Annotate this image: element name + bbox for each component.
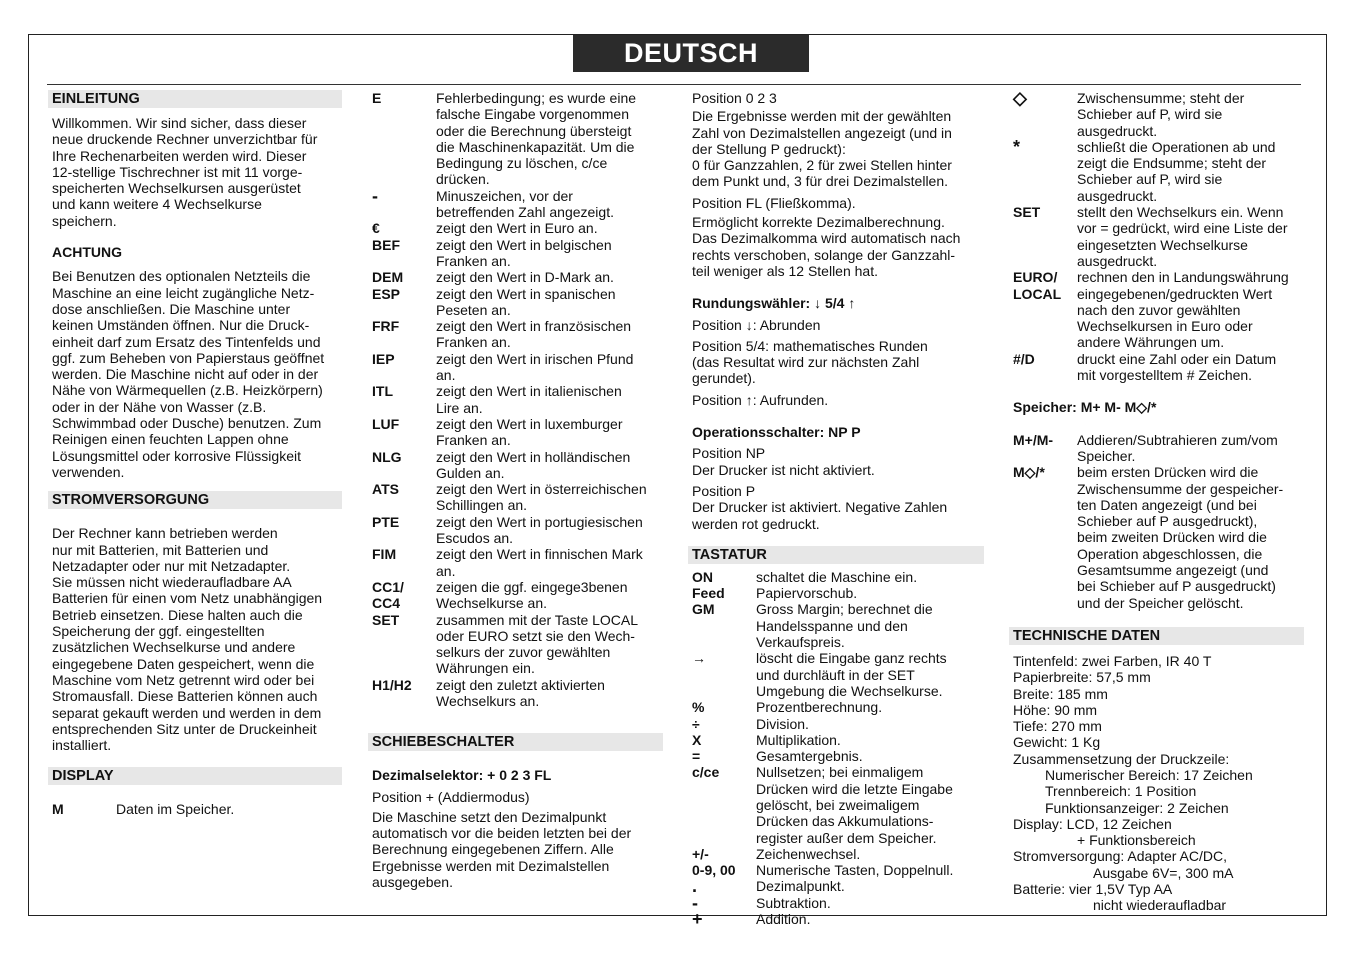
indicator-entry	[372, 612, 663, 677]
key-key: -	[692, 892, 698, 913]
function-entry	[1013, 90, 1304, 139]
position-023: Position 0 2 3	[692, 90, 777, 106]
section-heading-tastatur: TASTATUR	[688, 546, 984, 564]
tech-spec-line: + Funktionsbereich	[1077, 832, 1196, 849]
key-key: GM	[692, 601, 715, 618]
tech-spec-line: Funktionsanzeiger: 2 Zeichen	[1045, 799, 1229, 816]
dezimalselektor-line: ausgegeben.	[372, 874, 453, 891]
indicator-entry	[372, 677, 663, 710]
indicator-key: ITL	[372, 383, 393, 400]
key-key: X	[692, 731, 702, 748]
key-key: →	[692, 650, 706, 667]
indicator-entry	[372, 220, 663, 236]
achtung-line: Lösungsmittel oder korrosive Flüssigkeit	[52, 447, 301, 464]
indicator-description: zeigt den Wert in holländischen Gulden an.	[436, 448, 631, 481]
key-entry	[692, 601, 984, 650]
key-entry	[692, 876, 984, 897]
achtung-line: keinen Umständen öffnen. Nur die Druck-	[52, 317, 310, 334]
tech-spec-line: Höhe: 90 mm	[1013, 701, 1098, 718]
indicator-key: NLG	[372, 448, 402, 465]
key-entry	[692, 892, 984, 913]
rund-54-line: (das Resultat wird zur nächsten Zahl	[692, 354, 920, 371]
achtung-line: oder in der Nähe von Wasser (z.B.	[52, 398, 267, 415]
einleitung-line: Ihre Rechenarbeiten werden wird. Dieser	[52, 147, 307, 164]
column-3	[688, 90, 984, 930]
position-023-line: Die Ergebnisse werden mit der gewählten	[692, 108, 952, 125]
indicator-key: ATS	[372, 481, 399, 498]
speicher-entry	[1013, 432, 1304, 465]
key-description: Division.	[756, 715, 809, 732]
indicator-key: E	[372, 90, 382, 106]
key-description: Gross Margin; berechnet die Handelsspanne und den Verkaufspreis.	[756, 601, 933, 651]
achtung-text	[48, 268, 342, 480]
np-text: Der Drucker ist nicht aktiviert.	[692, 461, 875, 478]
function-entry	[1013, 204, 1304, 269]
key-key: Feed	[692, 585, 725, 602]
position-fl-line: rechts verschoben, solange der Ganzzahl-	[692, 246, 956, 263]
indicator-description: zusammen mit der Taste LOCAL oder EURO setzt sie den Wech- selkurs der zuvor gewählten Währungen ein.	[436, 611, 639, 677]
function-description: druckt eine Zahl oder ein Datum mit vorgestelltem # Zeichen.	[1077, 350, 1277, 384]
page-title: DEUTSCH	[573, 35, 809, 72]
indicator-key: BEF	[372, 236, 400, 253]
dezimalselektor-label: Dezimalselektor: + 0 2 3 FL	[372, 767, 552, 784]
key-description: Numerische Tasten, Doppelnull.	[756, 862, 954, 879]
tech-spec-line: Trennbereich: 1 Position	[1045, 783, 1197, 800]
achtung-line: Bei Benutzen des optionalen Netzteils die	[52, 268, 311, 285]
indicator-description: zeigt den Wert in luxemburger Franken an.	[436, 415, 623, 449]
einleitung-text	[48, 115, 342, 229]
indicator-entry	[372, 185, 663, 221]
achtung-line: einheit darf zum Ersatz des Tintenfelds und	[52, 333, 321, 350]
achtung-line: Reinigen einen feuchten Lappen ohne	[52, 431, 289, 448]
speicher-key: M+/M-	[1013, 431, 1054, 448]
key-description: Zeichenwechsel.	[756, 845, 861, 862]
tech-spec-line: nicht wiederaufladbar	[1093, 897, 1227, 914]
indicator-description: zeigt den Wert in D-Mark an.	[436, 269, 614, 286]
indicator-key: -	[372, 185, 378, 206]
key-description: Prozentberechnung.	[756, 699, 883, 716]
dezimalselektor-line: Ergebnisse werden mit Dezimalstellen	[372, 857, 610, 874]
rund-down: Position ↓: Abrunden	[692, 316, 821, 333]
rund-up: Position ↑: Aufrunden.	[692, 391, 829, 408]
rund-54-line: Position 5/4: mathematisches Runden	[692, 337, 928, 354]
indicator-entry	[372, 546, 663, 579]
key-entry	[692, 846, 984, 862]
indicator-entry	[372, 383, 663, 416]
indicator-key: FRF	[372, 318, 400, 335]
einleitung-line: Willkommen. Wir sind sicher, dass dieser	[52, 115, 307, 131]
indicator-entry	[372, 481, 663, 514]
indicator-description: zeigt den zuletzt aktivierten Wechselkurs an.	[436, 676, 605, 709]
stromversorgung-line: Betrieb einsetzen. Diese halten auch die	[52, 606, 303, 623]
tech-spec-line: Gewicht: 1 Kg	[1013, 734, 1101, 751]
key-description: löscht die Eingabe ganz rechts und durchläuft in der SET Umgebung die Wechselkurse.	[756, 650, 947, 699]
key-description: Nullsetzen; bei einmaligem Drücken wird die letzte Eingabe gelöscht, bei zweimaligem Drücken das Akkumulations- register außer dem Speicher.	[756, 764, 953, 846]
function-entry	[1013, 351, 1304, 384]
speicher-list	[1009, 432, 1304, 611]
tastatur-list	[688, 569, 984, 928]
key-key: +/-	[692, 845, 709, 862]
indicator-key: PTE	[372, 513, 400, 530]
stromversorgung-line: nur mit Batterien, mit Batterien und	[52, 541, 269, 558]
tech-spec-line: Zusammensetzung der Druckzeile:	[1013, 750, 1230, 767]
column-1	[48, 90, 342, 818]
function-key: *	[1013, 136, 1021, 157]
position-fl-line: teil weniger als 12 Stellen hat.	[692, 262, 878, 279]
function-entry	[1013, 136, 1304, 204]
indicator-key: SET	[372, 611, 400, 628]
position-plus: Position + (Addiermodus)	[372, 788, 530, 805]
position-fl-text	[688, 214, 984, 279]
function-description: Zwischensumme; steht der Schieber auf P, wird sie ausgedruckt.	[1077, 90, 1245, 139]
display-value: Daten im Speicher.	[116, 801, 235, 818]
tech-spec-line: Numerischer Bereich: 17 Zeichen	[1045, 766, 1253, 783]
key-entry	[692, 585, 984, 601]
indicator-key: CC1/ CC4	[372, 578, 404, 612]
display-key: M	[52, 801, 64, 818]
speicher-description: beim ersten Drücken wird die Zwischensumme der gespeicher- ten Daten angezeigt (und bei Schieber auf P ausgedruckt), beim zweiten Drücken wird die Operation abgeschlossen, die Gesamtsumme angezeigt (und bei Schieber auf P ausgedruckt) und der Speicher gelöscht.	[1077, 464, 1284, 611]
achtung-line: Maschine an eine leicht zugängliche Netz-	[52, 284, 315, 301]
key-key: ÷	[692, 715, 700, 732]
key-entry	[692, 699, 984, 715]
indicator-entry	[372, 351, 663, 384]
indicator-key: DEM	[372, 269, 404, 286]
position-023-line: Zahl von Dezimalstellen angezeigt (und in	[692, 124, 952, 141]
indicator-description: zeigt den Wert in Euro an.	[436, 220, 598, 237]
header-rule	[47, 84, 1301, 85]
indicator-description: zeigt den Wert in finnischen Mark an.	[436, 546, 643, 579]
achtung-line: ggf. zum Beheben von Papierstaus geöffnet	[52, 349, 325, 366]
key-key: c/ce	[692, 764, 720, 781]
tech-spec-line: Ausgabe 6V=, 300 mA	[1093, 864, 1234, 881]
indicator-entry	[372, 318, 663, 351]
key-key: .	[692, 876, 698, 897]
stromversorgung-line: installiert.	[52, 737, 112, 754]
dezimalselektor-line: automatisch vor die beiden letzten bei der	[372, 825, 632, 842]
einleitung-line: neue druckende Rechner unverzichtbar für	[52, 131, 318, 148]
indicator-entry	[372, 579, 663, 612]
stromversorgung-line: Batterien für einen vom Netz unabhängigen	[52, 590, 323, 607]
indicator-key: FIM	[372, 546, 397, 563]
key-description: Multiplikation.	[756, 731, 841, 748]
position-fl-line: Das Dezimalkomma wird automatisch nach	[692, 230, 961, 247]
position-023-text	[688, 108, 984, 189]
tech-spec-line: Breite: 185 mm	[1013, 685, 1108, 702]
key-entry	[692, 732, 984, 748]
key-entry	[692, 748, 984, 764]
indicator-entry	[372, 269, 663, 285]
key-entry	[692, 764, 984, 845]
function-entry	[1013, 269, 1304, 350]
position-023-line: der Stellung P gedruckt):	[692, 140, 846, 157]
indicator-description: zeigt den Wert in italienischen Lire an.	[436, 383, 622, 416]
section-heading-technische-daten: TECHNISCHE DATEN	[1009, 627, 1304, 645]
indicator-key: IEP	[372, 350, 395, 367]
function-description: stellt den Wechselkurs ein. Wenn vor = gedrückt, wird eine Liste der eingesetzten Wechselkurse ausgedruckt.	[1077, 204, 1288, 269]
column-4	[1009, 90, 1304, 914]
rund-54-line: gerundet).	[692, 370, 756, 387]
indicator-key: €	[372, 220, 380, 237]
stromversorgung-line: Speicherung der ggf. eingestellten	[52, 623, 265, 640]
key-entry	[692, 569, 984, 585]
function-key: ◇	[1013, 88, 1027, 108]
indicator-key: ESP	[372, 285, 401, 302]
key-entry	[692, 909, 984, 930]
stromversorgung-line: separat gekauft werden und werden in dem	[52, 704, 322, 721]
key-key: 0-9, 00	[692, 862, 736, 879]
indicator-entry	[372, 449, 663, 482]
key-description: Subtraktion.	[756, 894, 831, 911]
column-2	[368, 90, 663, 890]
dezimalselektor-text	[368, 809, 663, 890]
section-heading-stromversorgung: STROMVERSORGUNG	[48, 491, 342, 509]
p-text-line: werden rot gedruckt.	[692, 515, 820, 532]
indicator-description: zeigt den Wert in belgischen Franken an.	[436, 236, 612, 269]
tech-spec-line: Tiefe: 270 mm	[1013, 718, 1102, 735]
key-key: ON	[692, 568, 713, 585]
display-indicator-list	[368, 90, 663, 709]
tech-spec-line: Stromversorgung: Adapter AC/DC,	[1013, 848, 1227, 865]
stromversorgung-line: eingegebene Daten gespeichert, wenn die	[52, 655, 315, 672]
speicher-entry	[1013, 464, 1304, 611]
key-description: Papiervorschub.	[756, 585, 858, 602]
function-description: schließt die Operationen ab und zeigt die Endsumme; steht der Schieber auf P, wird sie ausgedruckt.	[1077, 138, 1276, 204]
section-heading-einleitung: EINLEITUNG	[48, 90, 342, 108]
stromversorgung-line: entsprechenden Sitz unter de Druckeinheit	[52, 720, 317, 737]
key-entry	[692, 862, 984, 878]
einleitung-line: speichern.	[52, 212, 117, 229]
section-heading-display: DISPLAY	[48, 767, 342, 785]
tech-spec-line: Tintenfeld: zwei Farben, IR 40 T	[1013, 652, 1212, 669]
key-key: +	[692, 909, 703, 930]
einleitung-line: speicherten Wechselkursen ausgerüstet	[52, 180, 301, 197]
indicator-description: zeigt den Wert in portugiesischen Escudos an.	[436, 513, 643, 547]
key-entry	[692, 716, 984, 732]
key-description: Dezimalpunkt.	[756, 878, 845, 895]
indicator-description: zeigt den Wert in französischen Franken an.	[436, 318, 632, 351]
achtung-line: Schwimmbad oder Dusche) benutzen. Zum	[52, 415, 322, 432]
key-description: Gesamtergebnis.	[756, 748, 863, 765]
indicator-description: zeigen die ggf. eingege3benen Wechselkurse an.	[436, 578, 628, 612]
function-key: SET	[1013, 204, 1041, 221]
key-key: %	[692, 699, 705, 716]
key-entry	[692, 650, 984, 699]
rundungswaehler-label: Rundungswähler: ↓ 5/4 ↑	[692, 295, 856, 312]
function-description: rechnen den in Landungswährung eingegebenen/gedruckten Wert nach den zuvor gewählten Wechselkursen in Euro oder andere Währungen um.	[1077, 269, 1289, 351]
achtung-heading: ACHTUNG	[52, 244, 122, 261]
stromversorgung-text	[48, 525, 342, 753]
position-p: Position P	[692, 482, 756, 499]
achtung-line: verwenden.	[52, 463, 125, 480]
display-entry	[48, 801, 342, 817]
p-text	[688, 499, 984, 532]
position-023-line: dem Punkt und, 3 für drei Dezimalstellen.	[692, 173, 949, 190]
indicator-description: Fehlerbedingung; es wurde eine falsche Eingabe vorgenommen oder die Berechnung übersteigt die Maschinenkapazität. Um die Bedingung zu löschen, c/ce drücken.	[436, 90, 637, 188]
stromversorgung-line: Maschine vom Netz getrennt wird oder bei	[52, 671, 315, 688]
achtung-line: werden. Die Maschine nicht auf oder in der	[52, 366, 319, 383]
technische-daten-list	[1009, 653, 1304, 914]
stromversorgung-line: Sie müssen nicht wiederaufladbare AA	[52, 574, 292, 591]
indicator-description: zeigt den Wert in österreichischen Schillingen an.	[436, 481, 647, 514]
position-fl-line: Ermöglicht korrekte Dezimalberechnung.	[692, 214, 945, 231]
indicator-description: Minuszeichen, vor der betreffenden Zahl angezeigt.	[436, 187, 614, 221]
indicator-description: zeigt den Wert in spanischen Peseten an.	[436, 285, 616, 318]
einleitung-line: und kann weitere 4 Wechselkurse	[52, 196, 262, 213]
function-key: EURO/ LOCAL	[1013, 269, 1062, 302]
stromversorgung-line: Der Rechner kann betrieben werden	[52, 525, 278, 542]
indicator-entry	[372, 286, 663, 319]
achtung-line: Nähe von Wärmequellen (z.B. Heizkörpern)	[52, 382, 323, 399]
rund-54	[688, 338, 984, 387]
speicher-key: M◇/*	[1013, 464, 1045, 481]
indicator-entry	[372, 90, 663, 188]
function-key: #/D	[1013, 350, 1035, 367]
dezimalselektor-line: Berechnung eingegebenen Ziffern. Alle	[372, 841, 614, 858]
stromversorgung-line: Netzadapter oder nur mit Netzadapter.	[52, 557, 291, 574]
indicator-key: LUF	[372, 415, 400, 432]
achtung-line: dose anschließen. Die Maschine unter	[52, 300, 291, 317]
einleitung-line: 12-stellige Tischrechner ist mit 11 vorge-	[52, 163, 303, 180]
speicher-description: Addieren/Subtrahieren zum/vom Speicher.	[1077, 431, 1278, 464]
tech-spec-line: Batterie: vier 1,5V Typ AA	[1013, 881, 1173, 898]
speicher-label: Speicher: M+ M- M◇/*	[1013, 399, 1157, 416]
position-023-line: 0 für Ganzzahlen, 2 für zwei Stellen hinter	[692, 157, 952, 174]
operationsschalter-label: Operationsschalter: NP P	[692, 424, 861, 441]
indicator-key: H1/H2	[372, 676, 412, 693]
key-description: Addition.	[756, 911, 811, 928]
indicator-entry	[372, 416, 663, 449]
section-heading-schiebeschalter: SCHIEBESCHALTER	[368, 733, 663, 751]
p-text-line: Der Drucker ist aktiviert. Negative Zahlen	[692, 499, 948, 516]
indicator-description: zeigt den Wert in irischen Pfund an.	[436, 350, 634, 384]
position-fl: Position FL (Fließkomma).	[692, 194, 856, 211]
indicator-entry	[372, 514, 663, 547]
stromversorgung-line: Stromausfall. Diese Batterien können auch	[52, 688, 318, 705]
indicator-entry	[372, 237, 663, 270]
tech-spec-line: Papierbreite: 57,5 mm	[1013, 669, 1151, 686]
position-np: Position NP	[692, 445, 766, 462]
tech-spec-line: Display: LCD, 12 Zeichen	[1013, 815, 1172, 832]
key-description: schaltet die Maschine ein.	[756, 568, 918, 585]
stromversorgung-line: zusätzlichen Wechselkurse und andere	[52, 639, 296, 656]
function-key-list	[1009, 90, 1304, 383]
dezimalselektor-line: Die Maschine setzt den Dezimalpunkt	[372, 808, 607, 825]
key-key: =	[692, 748, 701, 765]
